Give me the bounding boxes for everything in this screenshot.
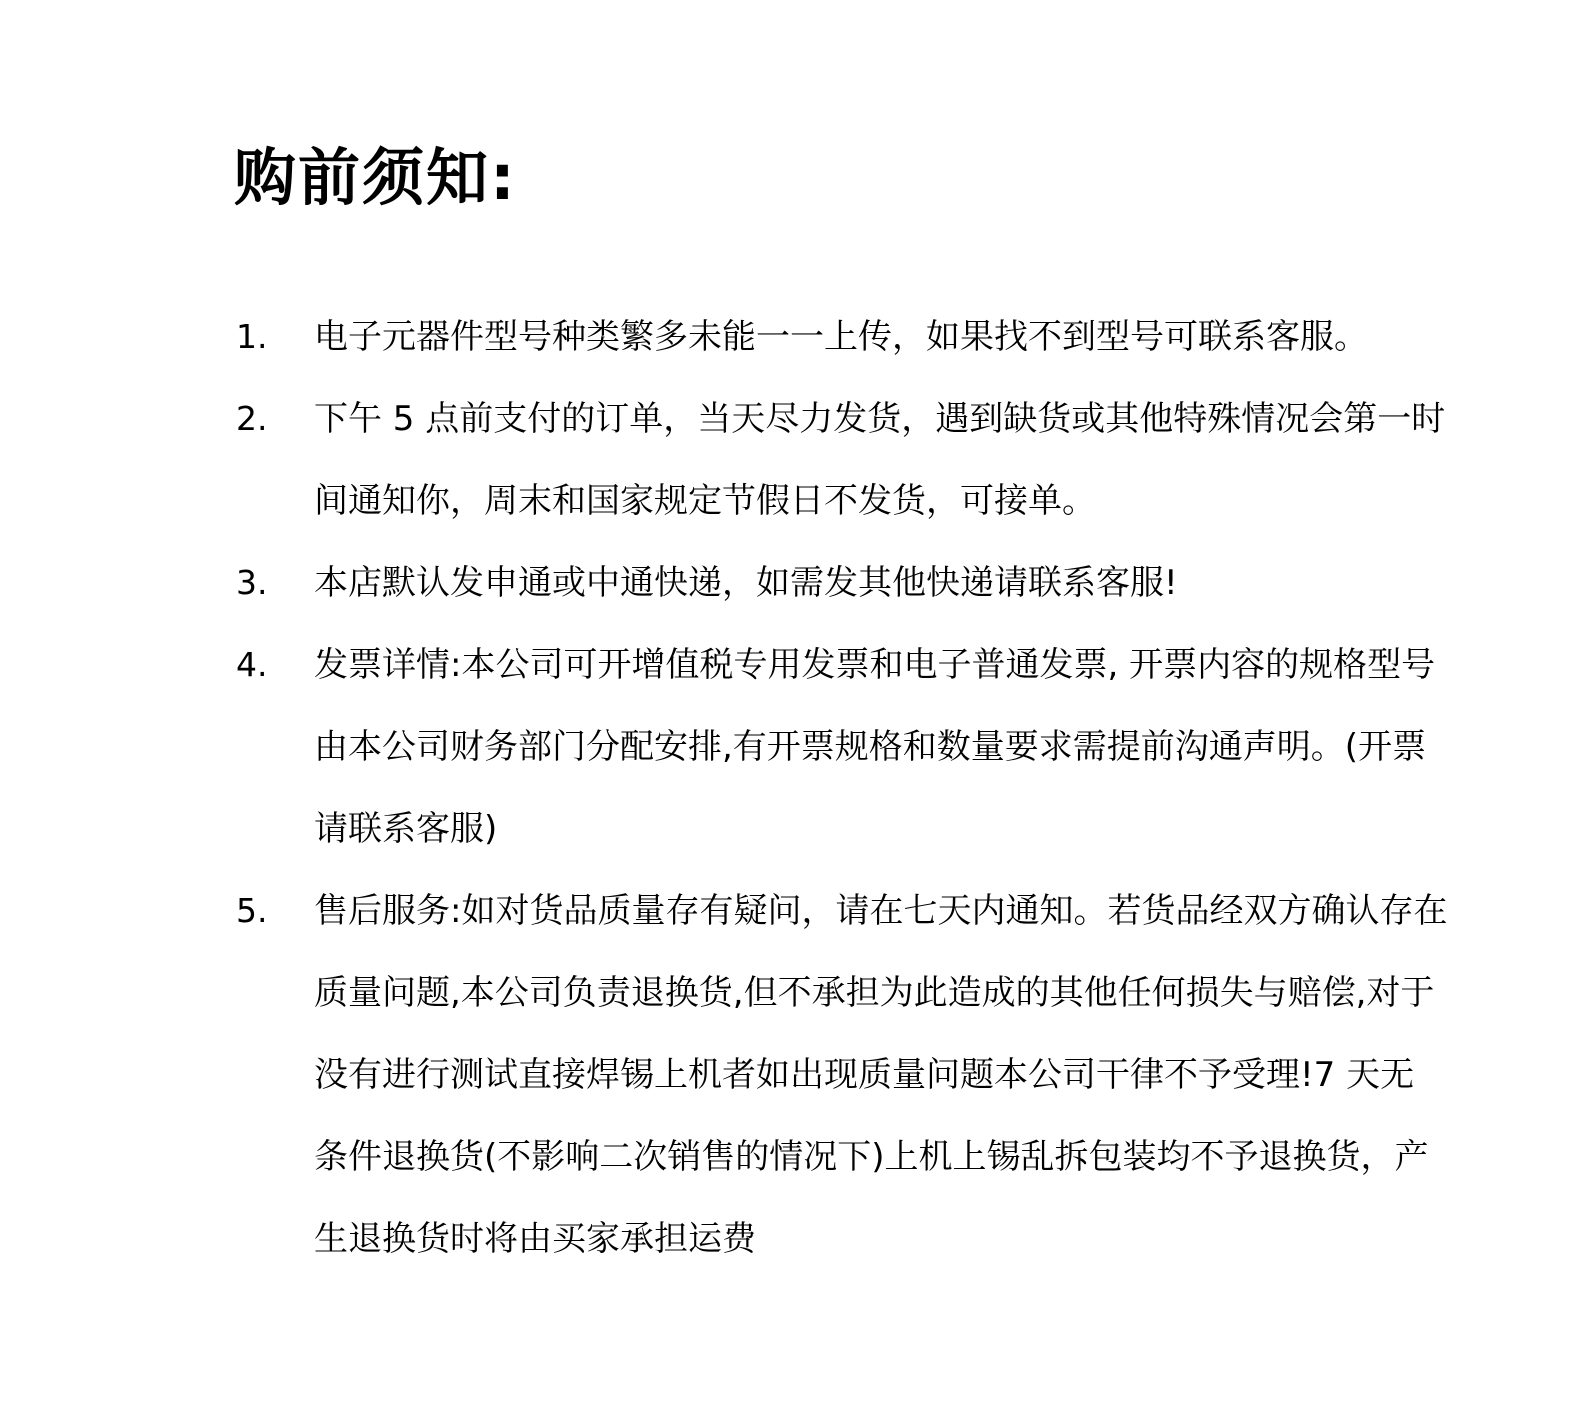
list-item	[236, 870, 1447, 1280]
list-item-text	[314, 296, 1368, 378]
list-item	[236, 542, 1447, 624]
list-item	[236, 378, 1447, 542]
text-line: 没有进行测试直接焊锡上机者如出现质量问题本公司干律不予受理!7 天无	[314, 1055, 1415, 1095]
list-item-text	[314, 624, 1435, 870]
list-item-number: 3.	[236, 563, 268, 602]
list-item-text	[314, 542, 1178, 624]
text-line: 下午 5 点前支付的订单，当天尽力发货，遇到缺货或其他特殊情况会第一时	[314, 399, 1446, 439]
text-line: 售后服务:如对货品质量存有疑问，请在七天内通知。若货品经双方确认存在	[314, 891, 1448, 931]
list-item-number: 5.	[236, 891, 268, 930]
text-line: 间通知你，周末和国家规定节假日不发货，可接单。	[314, 481, 1096, 521]
list-item-number: 1.	[236, 317, 268, 356]
text-line: 生退换货时将由买家承担运费	[314, 1219, 756, 1259]
text-line: 质量问题,本公司负责退换货,但不承担为此造成的其他任何损失与赔偿,对于	[314, 973, 1435, 1013]
text-line: 发票详情:本公司可开增值税专用发票和电子普通发票, 开票内容的规格型号	[314, 645, 1436, 685]
text-line: 请联系客服)	[314, 809, 498, 849]
text-line: 条件退换货(不影响二次销售的情况下)上机上锡乱拆包装均不予退换货，产	[314, 1137, 1429, 1177]
list-item-number: 4.	[236, 645, 268, 684]
list-item-number: 2.	[236, 399, 268, 438]
text-line: 由本公司财务部门分配安排,有开票规格和数量要求需提前沟通声明。(开票	[314, 727, 1427, 767]
text-line: 电子元器件型号种类繁多未能一一上传，如果找不到型号可联系客服。	[314, 317, 1368, 357]
list-item-text	[314, 870, 1447, 1280]
list-item-text	[314, 378, 1445, 542]
page-title: 购前须知:	[234, 141, 517, 214]
list-item	[236, 296, 1447, 378]
list-item	[236, 624, 1447, 870]
notice-list	[236, 296, 1447, 1280]
text-line: 本店默认发申通或中通快递，如需发其他快递请联系客服!	[314, 563, 1178, 603]
